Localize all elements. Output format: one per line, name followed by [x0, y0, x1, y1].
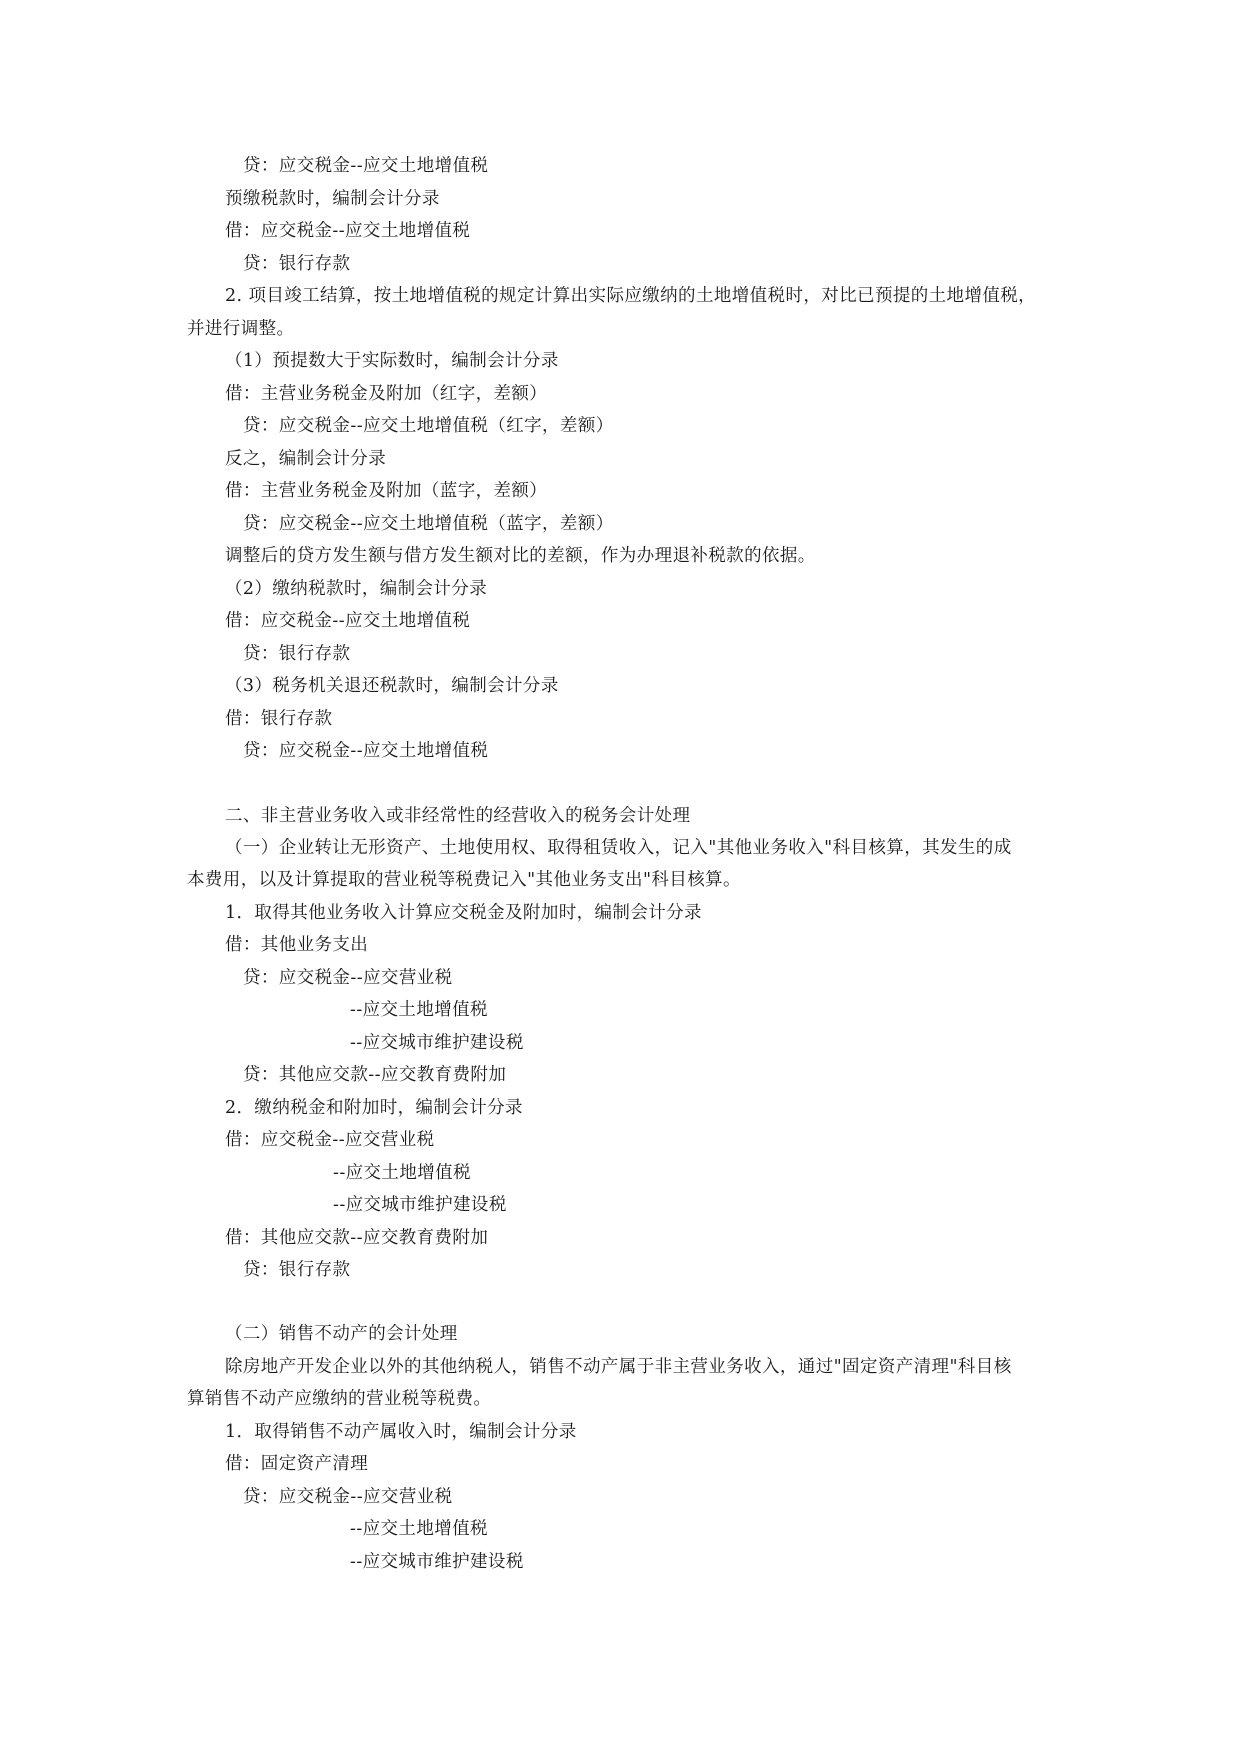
- section-heading: （二）销售不动产的会计处理: [225, 1324, 458, 1344]
- text-line: --应交土地增值税: [333, 1163, 471, 1183]
- text-line: 2．缴纳税金和附加时，编制会计分录: [225, 1098, 523, 1118]
- text-line: 2. 项目竣工结算，按土地增值税的规定计算出实际应缴纳的土地增值税时，对比已预提的土地增值税，: [225, 286, 1037, 306]
- text-line: 贷：应交税金--应交营业税: [243, 1487, 453, 1507]
- text-line: （2）缴纳税款时，编制会计分录: [225, 579, 488, 599]
- text-line: 除房地产开发企业以外的其他纳税人，销售不动产属于非主营业务收入，通过"固定资产清理"科目核: [225, 1357, 1012, 1377]
- text-line: --应交城市维护建设税: [350, 1552, 524, 1572]
- text-line: 贷：应交税金--应交土地增值税（红字，差额）: [243, 416, 614, 436]
- text-line: 借：应交税金--应交营业税: [225, 1130, 435, 1150]
- text-line: 贷：其他应交款--应交教育费附加: [243, 1065, 507, 1085]
- text-line: 贷：银行存款: [243, 644, 351, 664]
- text-line: 贷：应交税金--应交土地增值税（蓝字，差额）: [243, 514, 614, 534]
- text-line: 借：其他应交款--应交教育费附加: [225, 1228, 489, 1248]
- text-line: 借：固定资产清理: [225, 1454, 369, 1474]
- text-line: 借：应交税金--应交土地增值税: [225, 221, 471, 241]
- text-line: 预缴税款时，编制会计分录: [225, 189, 440, 209]
- text-line: --应交城市维护建设税: [333, 1195, 507, 1215]
- section-heading: 二、非主营业务收入或非经常性的经营收入的税务会计处理: [225, 806, 691, 826]
- text-line: （一）企业转让无形资产、土地使用权、取得租赁收入，记入"其他业务收入"科目核算，其发生的成: [225, 838, 1012, 858]
- text-line: 本费用，以及计算提取的营业税等税费记入"其他业务支出"科目核算。: [187, 870, 741, 890]
- text-line: 借：主营业务税金及附加（蓝字，差额）: [225, 481, 548, 501]
- text-line: 并进行调整。: [187, 319, 295, 339]
- text-line: （3）税务机关退还税款时，编制会计分录: [225, 676, 559, 696]
- text-line: 贷：应交税金--应交营业税: [243, 968, 453, 988]
- text-line: 贷：银行存款: [243, 254, 351, 274]
- text-line: 贷：银行存款: [243, 1260, 351, 1280]
- text-line: 借：其他业务支出: [225, 935, 369, 955]
- text-line: --应交土地增值税: [350, 1519, 488, 1539]
- text-line: 借：主营业务税金及附加（红字，差额）: [225, 384, 548, 404]
- text-line: --应交土地增值税: [350, 1000, 488, 1020]
- text-line: 1．取得销售不动产属收入时，编制会计分录: [225, 1422, 577, 1442]
- text-line: --应交城市维护建设税: [350, 1033, 524, 1053]
- text-line: 借：银行存款: [225, 709, 333, 729]
- text-line: 算销售不动产应缴纳的营业税等税费。: [187, 1389, 492, 1409]
- text-line: 贷：应交税金--应交土地增值税: [243, 741, 489, 761]
- text-line: 借：应交税金--应交土地增值税: [225, 611, 471, 631]
- text-line: 反之，编制会计分录: [225, 449, 387, 469]
- text-line: 贷：应交税金--应交土地增值税: [243, 156, 489, 176]
- text-line: 调整后的贷方发生额与借方发生额对比的差额，作为办理退补税款的依据。: [225, 546, 816, 566]
- text-line: （1）预提数大于实际数时，编制会计分录: [225, 351, 559, 371]
- text-line: 1．取得其他业务收入计算应交税金及附加时，编制会计分录: [225, 903, 702, 923]
